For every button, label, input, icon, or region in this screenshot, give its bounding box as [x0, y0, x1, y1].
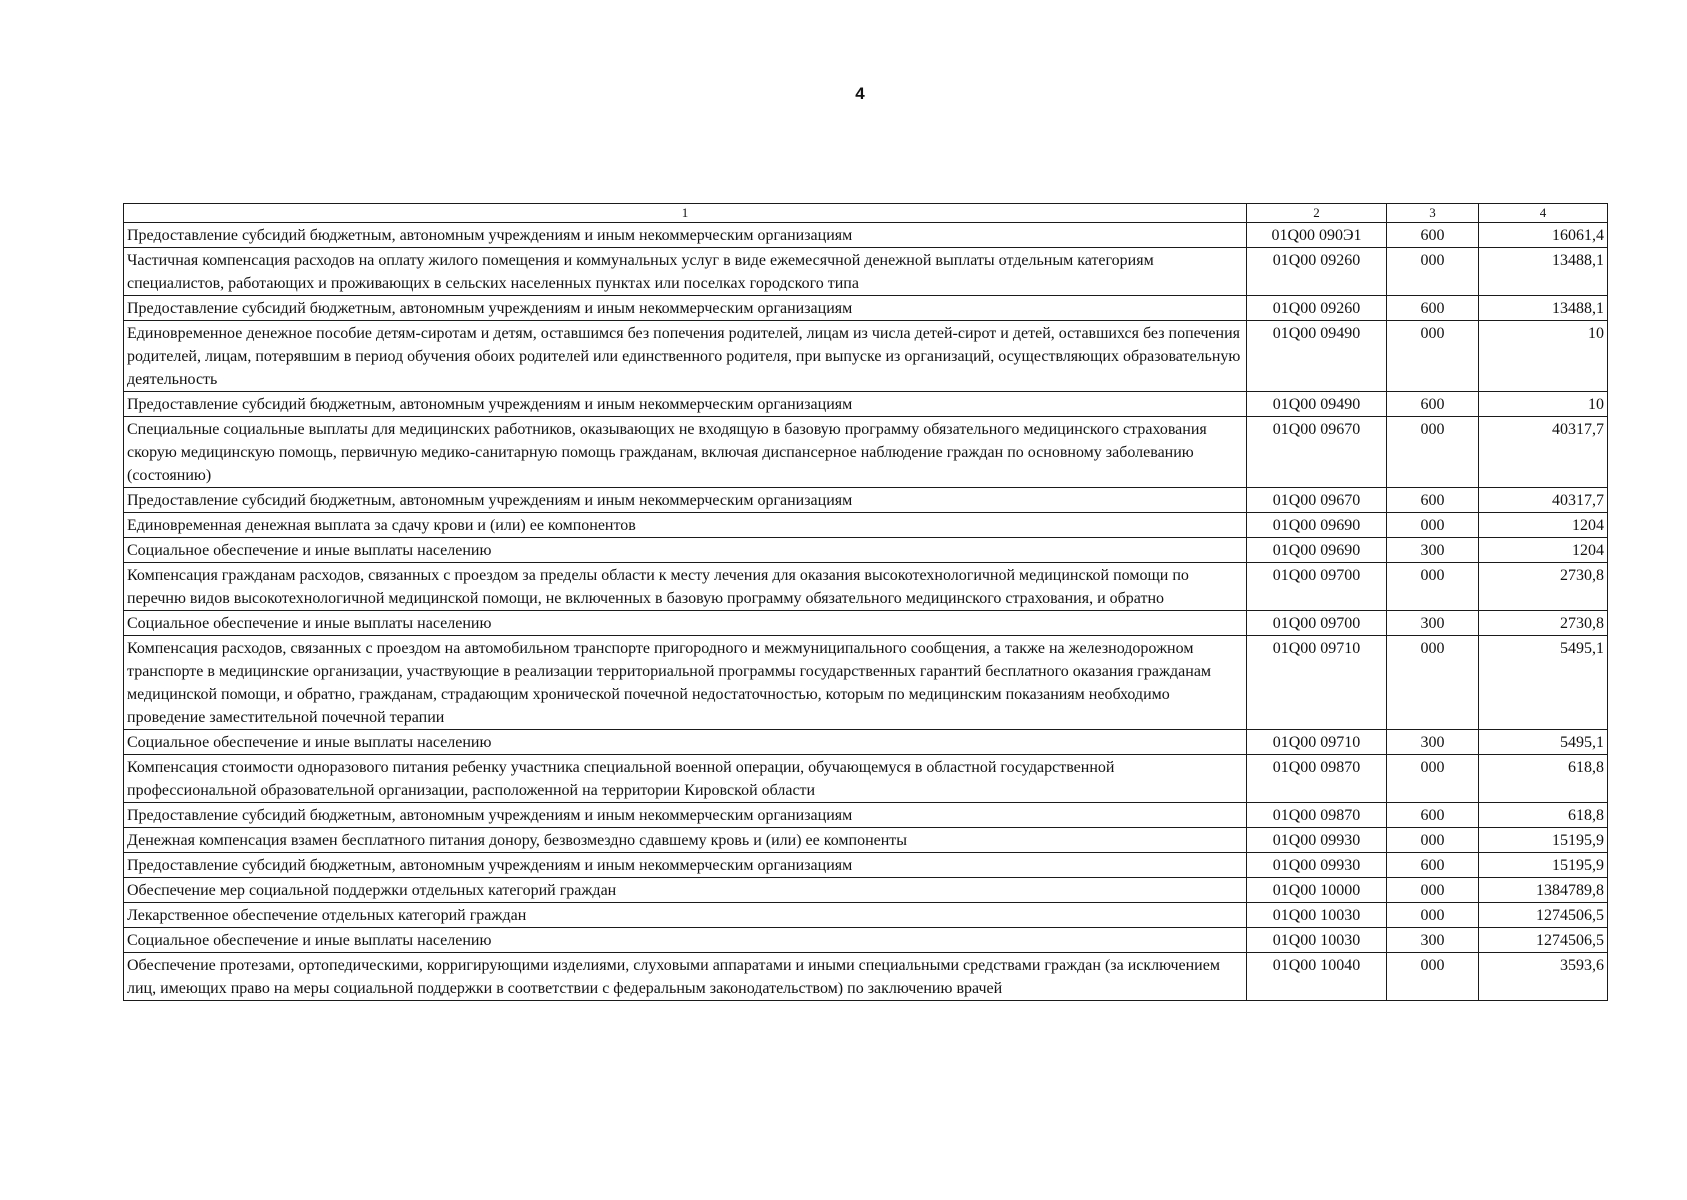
cell-code: 01Q00 09700 — [1247, 611, 1387, 636]
cell-amount: 3593,6 — [1479, 953, 1608, 1001]
cell-amount: 1274506,5 — [1479, 903, 1608, 928]
cell-expense-type: 000 — [1387, 563, 1479, 611]
table-row — [124, 223, 1608, 248]
cell-name: Социальное обеспечение и иные выплаты населению — [124, 730, 1247, 755]
table-row — [124, 878, 1608, 903]
cell-expense-type: 000 — [1387, 321, 1479, 392]
cell-expense-type: 000 — [1387, 248, 1479, 296]
cell-name: Социальное обеспечение и иные выплаты населению — [124, 538, 1247, 563]
cell-amount: 10 — [1479, 392, 1608, 417]
table-row — [124, 730, 1608, 755]
cell-code: 01Q00 09690 — [1247, 538, 1387, 563]
cell-code: 01Q00 10000 — [1247, 878, 1387, 903]
cell-expense-type: 300 — [1387, 611, 1479, 636]
cell-expense-type: 600 — [1387, 296, 1479, 321]
table-row — [124, 755, 1608, 803]
cell-name: Предоставление субсидий бюджетным, автономным учреждениям и иным некоммерческим организациям — [124, 853, 1247, 878]
cell-amount: 40317,7 — [1479, 417, 1608, 488]
cell-code: 01Q00 09930 — [1247, 853, 1387, 878]
cell-amount: 5495,1 — [1479, 730, 1608, 755]
cell-amount: 10 — [1479, 321, 1608, 392]
cell-code: 01Q00 09690 — [1247, 513, 1387, 538]
table-row — [124, 417, 1608, 488]
header-col-1: 1 — [124, 204, 1247, 223]
cell-expense-type: 600 — [1387, 392, 1479, 417]
table-row — [124, 636, 1608, 730]
header-col-2: 2 — [1247, 204, 1387, 223]
cell-expense-type: 000 — [1387, 878, 1479, 903]
cell-expense-type: 000 — [1387, 828, 1479, 853]
cell-code: 01Q00 090Э1 — [1247, 223, 1387, 248]
page-number: 4 — [855, 84, 865, 103]
table-row — [124, 853, 1608, 878]
budget-table — [123, 203, 1608, 1001]
cell-amount: 40317,7 — [1479, 488, 1608, 513]
cell-code: 01Q00 09670 — [1247, 417, 1387, 488]
table-row — [124, 392, 1608, 417]
cell-code: 01Q00 09870 — [1247, 803, 1387, 828]
table-row — [124, 928, 1608, 953]
table-row — [124, 538, 1608, 563]
cell-amount: 618,8 — [1479, 755, 1608, 803]
cell-name: Компенсация стоимости одноразового питания ребенку участника специальной военной операции, обучающемуся в областной государственной профессиональной образовательной организации, расположенной на территории Кировской области — [124, 755, 1247, 803]
table-row — [124, 513, 1608, 538]
cell-name: Единовременное денежное пособие детям-сиротам и детям, оставшимся без попечения родителей, лицам из числа детей-сирот и детей, оставшихся без попечения родителей, лицам, потерявшим в период обучения обоих родителей или единственного родителя, при выпуске из организаций, осуществляющих образовательную деятельность — [124, 321, 1247, 392]
cell-code: 01Q00 09700 — [1247, 563, 1387, 611]
cell-expense-type: 000 — [1387, 636, 1479, 730]
cell-code: 01Q00 10030 — [1247, 903, 1387, 928]
cell-code: 01Q00 09490 — [1247, 321, 1387, 392]
cell-expense-type: 000 — [1387, 417, 1479, 488]
table-row — [124, 248, 1608, 296]
cell-expense-type: 600 — [1387, 803, 1479, 828]
cell-amount: 1204 — [1479, 513, 1608, 538]
cell-amount: 1204 — [1479, 538, 1608, 563]
cell-name: Предоставление субсидий бюджетным, автономным учреждениям и иным некоммерческим организациям — [124, 223, 1247, 248]
cell-name: Обеспечение протезами, ортопедическими, корригирующими изделиями, слуховыми аппаратами и иными специальными средствами граждан (за исключением лиц, имеющих право на меры социальной поддержки в соответствии с федеральным законодательством) по заключению врачей — [124, 953, 1247, 1001]
cell-amount: 5495,1 — [1479, 636, 1608, 730]
table-row — [124, 488, 1608, 513]
cell-expense-type: 000 — [1387, 513, 1479, 538]
cell-name: Обеспечение мер социальной поддержки отдельных категорий граждан — [124, 878, 1247, 903]
cell-code: 01Q00 09710 — [1247, 730, 1387, 755]
cell-name: Денежная компенсация взамен бесплатного питания донору, безвозмездно сдавшему кровь и (или) ее компоненты — [124, 828, 1247, 853]
header-col-4: 4 — [1479, 204, 1608, 223]
cell-name: Социальное обеспечение и иные выплаты населению — [124, 928, 1247, 953]
cell-code: 01Q00 10040 — [1247, 953, 1387, 1001]
cell-amount: 15195,9 — [1479, 828, 1608, 853]
table-row — [124, 903, 1608, 928]
table-row — [124, 296, 1608, 321]
table-row — [124, 953, 1608, 1001]
cell-amount: 13488,1 — [1479, 296, 1608, 321]
cell-expense-type: 000 — [1387, 903, 1479, 928]
cell-expense-type: 600 — [1387, 223, 1479, 248]
cell-name: Лекарственное обеспечение отдельных категорий граждан — [124, 903, 1247, 928]
header-col-3: 3 — [1387, 204, 1479, 223]
cell-name: Частичная компенсация расходов на оплату жилого помещения и коммунальных услуг в виде ежемесячной денежной выплаты отдельным категориям специалистов, работающих и проживающих в сельских населенных пунктах или поселках городского типа — [124, 248, 1247, 296]
cell-name: Предоставление субсидий бюджетным, автономным учреждениям и иным некоммерческим организациям — [124, 392, 1247, 417]
cell-expense-type: 300 — [1387, 730, 1479, 755]
cell-code: 01Q00 09710 — [1247, 636, 1387, 730]
cell-name: Компенсация гражданам расходов, связанных с проездом за пределы области к месту лечения для оказания высокотехнологичной медицинской помощи по перечню видов высокотехнологичной медицинской помощи, не включенных в базовую программу обязательного медицинского страхования, и обратно — [124, 563, 1247, 611]
cell-expense-type: 600 — [1387, 488, 1479, 513]
cell-expense-type: 000 — [1387, 953, 1479, 1001]
cell-amount: 1274506,5 — [1479, 928, 1608, 953]
table-row — [124, 611, 1608, 636]
header-row — [124, 204, 1608, 223]
cell-code: 01Q00 09260 — [1247, 248, 1387, 296]
cell-amount: 15195,9 — [1479, 853, 1608, 878]
table-row — [124, 563, 1608, 611]
table-row — [124, 803, 1608, 828]
table-body — [124, 223, 1608, 1001]
cell-name: Единовременная денежная выплата за сдачу крови и (или) ее компонентов — [124, 513, 1247, 538]
table-row — [124, 321, 1608, 392]
cell-code: 01Q00 09870 — [1247, 755, 1387, 803]
cell-name: Предоставление субсидий бюджетным, автономным учреждениям и иным некоммерческим организациям — [124, 296, 1247, 321]
cell-code: 01Q00 09930 — [1247, 828, 1387, 853]
cell-name: Специальные социальные выплаты для медицинских работников, оказывающих не входящую в базовую программу обязательного медицинского страхования скорую медицинскую помощь, первичную медико-санитарную помощь гражданам, включая диспансерное наблюдение граждан по основному заболеванию (состоянию) — [124, 417, 1247, 488]
cell-amount: 1384789,8 — [1479, 878, 1608, 903]
cell-amount: 2730,8 — [1479, 611, 1608, 636]
cell-name: Социальное обеспечение и иные выплаты населению — [124, 611, 1247, 636]
cell-expense-type: 600 — [1387, 853, 1479, 878]
cell-name: Предоставление субсидий бюджетным, автономным учреждениям и иным некоммерческим организациям — [124, 488, 1247, 513]
cell-code: 01Q00 09490 — [1247, 392, 1387, 417]
cell-code: 01Q00 09670 — [1247, 488, 1387, 513]
cell-code: 01Q00 09260 — [1247, 296, 1387, 321]
cell-amount: 13488,1 — [1479, 248, 1608, 296]
cell-name: Предоставление субсидий бюджетным, автономным учреждениям и иным некоммерческим организациям — [124, 803, 1247, 828]
cell-amount: 2730,8 — [1479, 563, 1608, 611]
cell-expense-type: 300 — [1387, 538, 1479, 563]
cell-amount: 16061,4 — [1479, 223, 1608, 248]
cell-code: 01Q00 10030 — [1247, 928, 1387, 953]
cell-expense-type: 300 — [1387, 928, 1479, 953]
table-row — [124, 828, 1608, 853]
cell-expense-type: 000 — [1387, 755, 1479, 803]
cell-amount: 618,8 — [1479, 803, 1608, 828]
cell-name: Компенсация расходов, связанных с проездом на автомобильном транспорте пригородного и межмуниципального сообщения, а также на железнодорожном транспорте в медицинские организации, участвующие в реализации территориальной программы государственных гарантий бесплатного оказания гражданам медицинской помощи, и обратно, гражданам, страдающим хронической почечной недостаточностью, которым по медицинским показаниям необходимо проведение заместительной почечной терапии — [124, 636, 1247, 730]
